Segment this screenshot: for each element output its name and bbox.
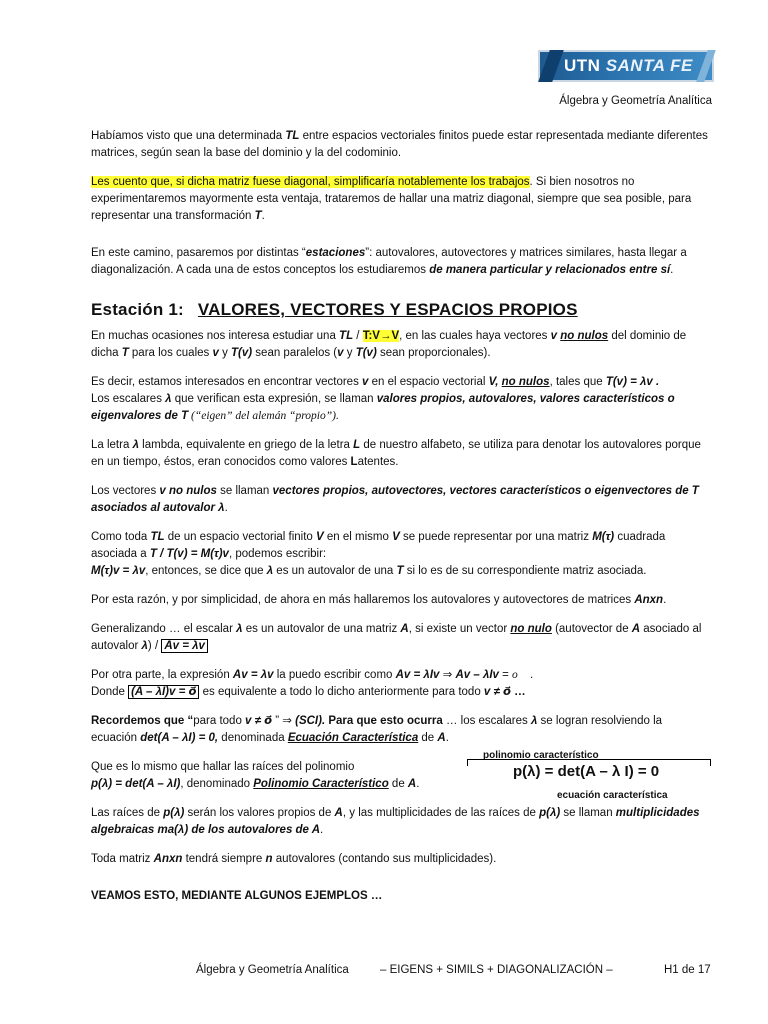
text: se llaman — [216, 485, 273, 497]
text: serán los valores propios de — [184, 807, 335, 819]
formula: Av = λv — [232, 669, 274, 681]
formula: Av = λIv — [395, 669, 440, 681]
text: es un autovalor de una — [273, 565, 397, 577]
text: T — [121, 347, 129, 359]
text: = — [498, 669, 513, 681]
text: λ — [236, 623, 243, 635]
logo-text-italic: SANTA FE — [605, 56, 693, 75]
text: en el espacio vectorial — [368, 376, 489, 388]
paragraph-expression — [91, 667, 711, 701]
text: ) / — [147, 640, 162, 652]
text: En muchas ocasiones nos interesa estudiar una — [91, 330, 340, 342]
text: entre espacios vectoriales finitos puede estar representada mediante diferentes matrices, según sean la base del dominio y la del codominio. — [91, 130, 708, 159]
text: . — [416, 778, 420, 790]
logo-stripe — [538, 50, 564, 82]
paragraph-simplicity — [91, 592, 711, 609]
text: para todo — [193, 715, 246, 727]
text: , y las multiplicidades de las raíces de — [342, 807, 540, 819]
text: T — [254, 210, 262, 222]
text: . — [445, 732, 449, 744]
footer-subject: Álgebra y Geometría Analítica — [196, 964, 349, 976]
text: tendrá siempre — [182, 853, 266, 865]
figure-label-top: polinomio característico — [483, 750, 599, 761]
text: , en las cuales haya vectores — [399, 330, 551, 342]
text: TL — [339, 330, 354, 342]
text: λ — [132, 439, 139, 451]
formula: det(A – λI) = 0, — [140, 732, 219, 744]
logo-text — [564, 56, 693, 76]
formula: v ≠ o⃗ — [245, 715, 273, 727]
text: de nuestro alfabeto, se utiliza para denotar los autovalores porque en un tiempo, éstos, eran conocidos como valores — [91, 439, 701, 468]
text: V, — [488, 376, 499, 388]
text: v — [337, 347, 344, 359]
figure-label-bottom: ecuación característica — [557, 790, 668, 801]
text: Por esta razón, y por simplicidad, de ahora en más hallaremos los autovalores y autovectores de matrices — [91, 594, 635, 606]
text: λ — [530, 715, 538, 727]
text: sean paralelos ( — [252, 347, 338, 359]
text: si lo es de su correspondiente matriz asociada. — [403, 565, 647, 577]
formula: M(τ)v = λv — [91, 565, 146, 577]
paragraph-generalizing — [91, 621, 711, 655]
text: sean proporcionales). — [376, 347, 491, 359]
formula: T(v) = λv . — [605, 376, 660, 388]
text: denominada — [218, 732, 288, 744]
boxed-formula: (A – λI)v = o⃗ — [128, 685, 199, 699]
footer-topic: – EIGENS + SIMILS + DIAGONALIZACIÓN – — [380, 964, 613, 976]
logo-stripe — [696, 50, 716, 82]
text: T — [396, 565, 404, 577]
text: A — [631, 623, 641, 635]
text: , tales que — [549, 376, 606, 388]
text: que verifican esta expresión, se llaman — [171, 393, 377, 405]
text: A — [407, 778, 417, 790]
polynomial-row — [91, 750, 711, 801]
text: T / T(v) = M(τ)v — [149, 548, 229, 560]
section-heading: VALORES, VECTORES Y ESPACIOS PROPIOS — [197, 300, 578, 319]
text: La letra — [91, 439, 133, 451]
highlighted-formula: T:V→V — [362, 330, 400, 342]
text: estaciones — [305, 247, 366, 259]
paragraph-n-eigenvalues — [91, 851, 711, 868]
text: VEAMOS ESTO, MEDIANTE ALGUNOS EJEMPLOS … — [91, 890, 383, 902]
text: Los escalares — [91, 393, 166, 405]
text: Generalizando … el escalar — [91, 623, 237, 635]
paragraph-examples — [91, 888, 711, 905]
text: λ — [165, 393, 172, 405]
text: / — [353, 330, 363, 342]
text: . Si bien nosotros no experimentaremos mayormente esta ventaja, trataremos de hallar una matriz diagonal, siempre que sea posible, para representar una transformación — [91, 176, 692, 222]
text: en el mismo — [323, 531, 393, 543]
text: V — [316, 531, 324, 543]
paragraph-tl-parallel — [91, 328, 711, 362]
text: de un espacio vectorial finito — [164, 531, 317, 543]
text: , entonces, se dice que — [145, 565, 267, 577]
text: TL — [150, 531, 165, 543]
text: Anxn — [153, 853, 183, 865]
text: vectores propios, autovectores, vectores característicos o eigenvectores de T asociados al autovalor λ — [91, 485, 699, 514]
text: se logran resolviendo la ecuación — [91, 715, 663, 744]
text: TL — [285, 130, 300, 142]
text: (“eigen” del alemán “propio”). — [188, 410, 339, 422]
text: es un autovalor de una matriz — [242, 623, 401, 635]
text: valores propios, autovalores, valores característicos o eigenvalores de T — [91, 393, 675, 422]
text: ”: autovalores, autovectores y matrices similares, hasta llegar a diagonalización. A cada una de estos conceptos los estudiaremos — [91, 247, 687, 276]
footer-page-number: H1 de 17 — [664, 964, 711, 976]
text: Toda matriz — [91, 853, 154, 865]
text: lambda, equivalente en griego de la letra — [138, 439, 354, 451]
section-label: Estación 1: — [91, 300, 184, 319]
text: Los vectores — [91, 485, 160, 497]
text: Donde — [91, 686, 129, 698]
text: asociado al autovalor — [91, 623, 702, 652]
text: M(τ) — [592, 531, 615, 543]
text: v — [550, 330, 558, 342]
paragraph-lambda — [91, 437, 711, 471]
text: ” — [272, 715, 280, 727]
logo-text-bold: UTN — [564, 56, 601, 75]
paragraph-eigenvectors — [91, 483, 711, 517]
formula: v ≠ o⃗ — [483, 686, 511, 698]
text: atentes. — [357, 456, 399, 468]
highlighted-text: Les cuento que, si dicha matriz fuese diagonal, simplificaría notablemente los trabajos — [91, 176, 530, 188]
text: A — [437, 732, 446, 744]
text: … los escalares — [442, 715, 531, 727]
text: L — [353, 439, 361, 451]
paragraph-polynomial — [91, 759, 451, 793]
paragraph-roots — [91, 805, 711, 839]
text: v — [212, 347, 219, 359]
text: λ — [266, 565, 274, 577]
text: de — [388, 778, 408, 790]
text: T(v) — [231, 347, 253, 359]
paragraph-recall — [91, 713, 711, 747]
text: . — [670, 264, 674, 276]
utn-santa-fe-logo — [538, 50, 714, 82]
text: Polinomio Característico — [253, 778, 389, 790]
text: para los cuales — [128, 347, 213, 359]
implies-symbol: ⇒ — [279, 715, 296, 727]
section-title — [91, 301, 711, 318]
text: no nulos — [560, 330, 609, 342]
text: Recordemos que “ — [91, 715, 194, 727]
text: , podemos escribir: — [228, 548, 327, 560]
text: de manera particular y relacionados entre sí — [429, 264, 671, 276]
paragraph-matrix — [91, 529, 711, 580]
zero-vector-symbol: o⃗ — [512, 669, 527, 681]
text: Como toda — [91, 531, 151, 543]
intro-paragraph-3 — [91, 245, 711, 279]
formula: Av – λIv — [455, 669, 499, 681]
text: (autovector de — [551, 623, 632, 635]
text: … — [510, 686, 526, 698]
text: Por otra parte, la expresión — [91, 669, 233, 681]
text: A — [334, 807, 343, 819]
text: Para que esto ocurra — [325, 715, 443, 727]
paragraph-definition — [91, 374, 711, 425]
text: , denominado — [180, 778, 254, 790]
text: En este camino, pasaremos por distintas “ — [91, 247, 306, 259]
text: no nulos — [501, 376, 550, 388]
text: Ecuación Característica — [287, 732, 419, 744]
text: se llaman — [560, 807, 616, 819]
text: T(v) — [355, 347, 377, 359]
text: autovalores (contando sus multiplicidades). — [272, 853, 497, 865]
text: y — [218, 347, 232, 359]
text: y — [343, 347, 356, 359]
text: Que es lo mismo que hallar las raíces del polinomio — [91, 761, 355, 773]
text: V — [392, 531, 400, 543]
boxed-formula: Av = λv — [161, 639, 208, 653]
document-body — [91, 128, 711, 917]
header-subject: Álgebra y Geometría Analítica — [559, 95, 712, 107]
text: p(λ) — [539, 807, 561, 819]
text: Es decir, estamos interesados en encontrar vectores — [91, 376, 363, 388]
text: A — [400, 623, 409, 635]
text: n — [265, 853, 273, 865]
text: de — [418, 732, 438, 744]
text: es equivalente a todo lo dicho anteriormente para todo — [199, 686, 484, 698]
text: Anxn — [634, 594, 664, 606]
text: L — [350, 456, 358, 468]
figure-equation: p(λ) = det(A – λ I) = 0 — [513, 763, 660, 780]
text: . — [320, 824, 324, 836]
text: p(λ) — [163, 807, 185, 819]
text: (SCI). — [295, 715, 326, 727]
text: . — [261, 210, 265, 222]
text: Habíamos visto que una determinada — [91, 130, 286, 142]
text: multiplicidades algebraicas ma(λ) de los autovalores de A — [91, 807, 700, 836]
text: la puedo escribir como — [273, 669, 396, 681]
text: cuadrada asociada a — [91, 531, 666, 560]
text: λ — [141, 640, 148, 652]
text: . — [526, 669, 534, 681]
text: v — [362, 376, 369, 388]
text: . — [663, 594, 667, 606]
intro-paragraph-1 — [91, 128, 711, 162]
text: se puede representar por una matriz — [399, 531, 593, 543]
text: v no nulos — [159, 485, 217, 497]
text: Las raíces de — [91, 807, 164, 819]
text: no nulo — [510, 623, 552, 635]
formula: p(λ) = det(A – λI) — [91, 778, 181, 790]
text: . — [224, 502, 228, 514]
text: , si existe un vector — [408, 623, 511, 635]
text: del dominio de dicha — [91, 330, 687, 359]
implies-symbol: ⇒ — [439, 669, 456, 681]
intro-paragraph-2 — [91, 174, 711, 225]
characteristic-polynomial-figure — [465, 747, 711, 801]
